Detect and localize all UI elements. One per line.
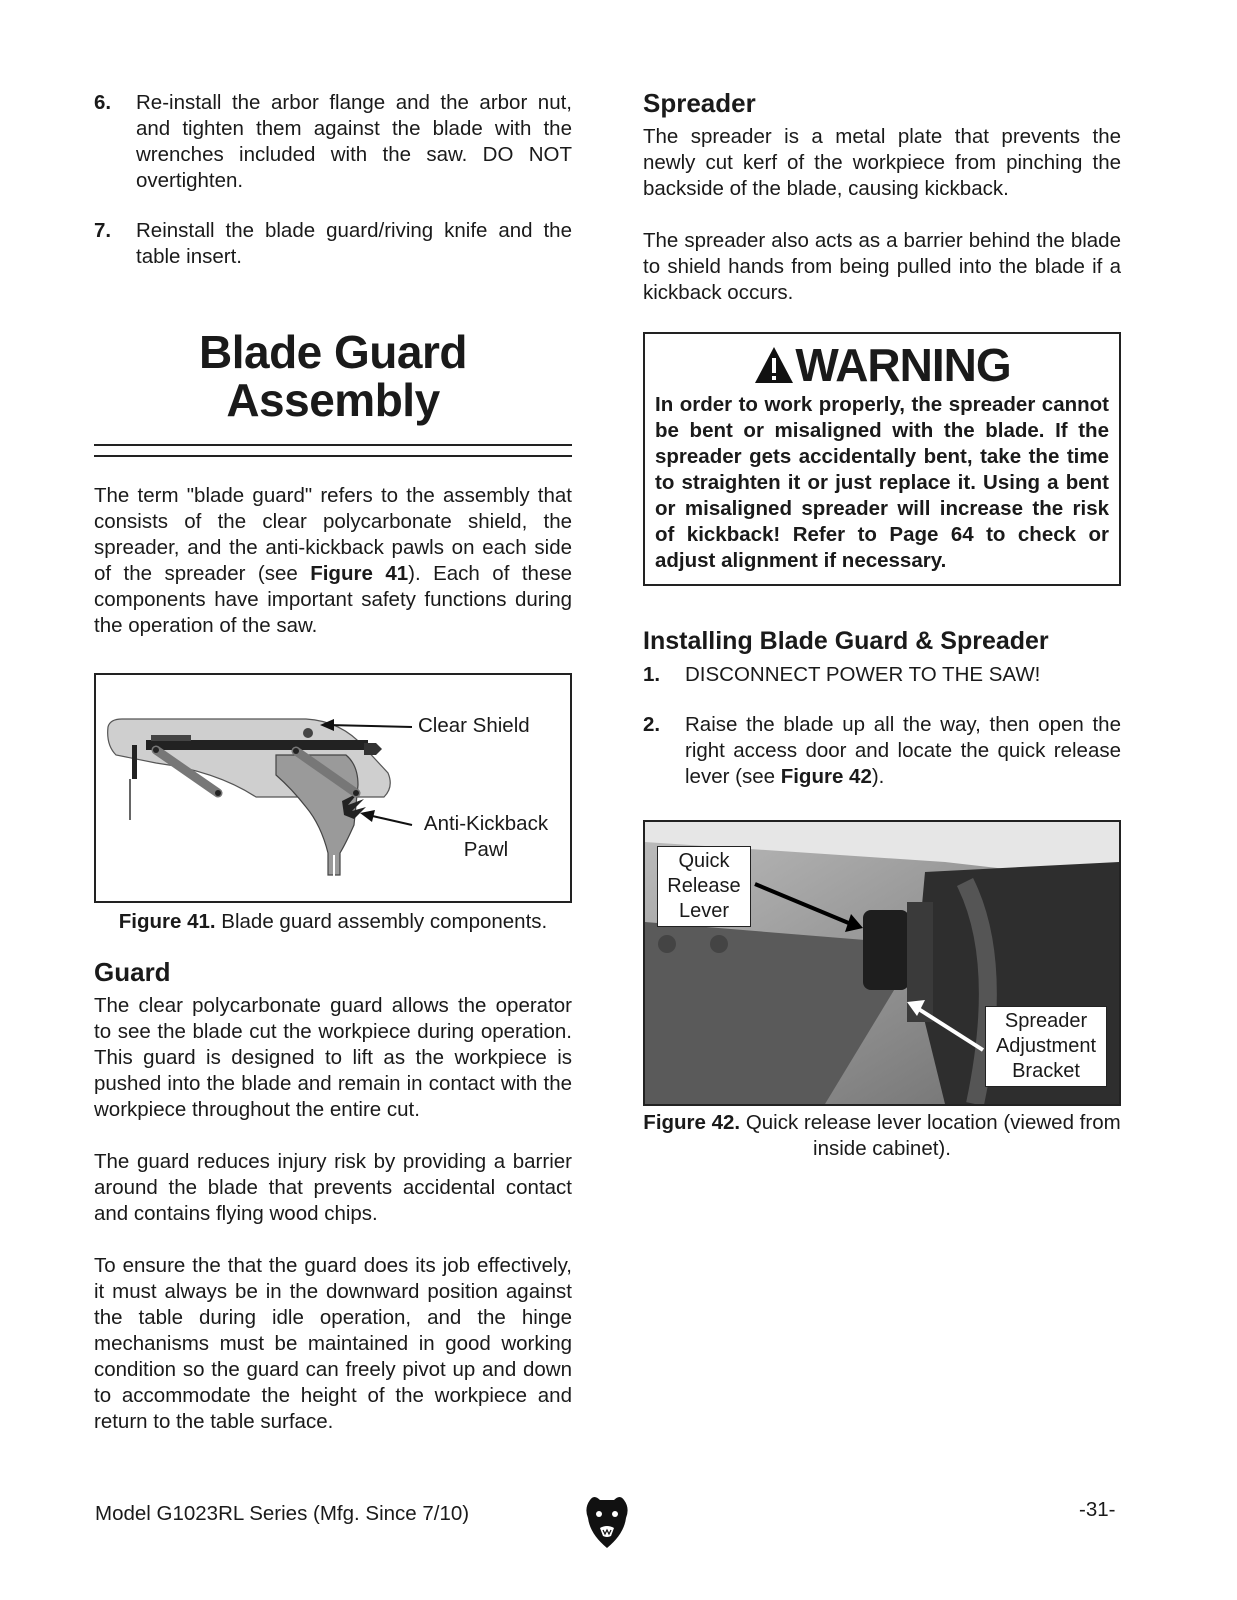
guard-paragraph-3: To ensure the that the guard does its job effectively, it must always be in the downward position against the table during idle operation, and the hinge mechanisms must be maintained in good working condition so the guard can freely pivot up and down to accommodate the height of the workpiece and return to the table surface. <box>94 1254 572 1433</box>
caption-text: Quick release lever location (viewed from inside cabinet). <box>740 1111 1121 1160</box>
title-divider <box>94 444 572 457</box>
step-6 <box>94 90 572 194</box>
step-text-a: Raise the blade up all the way, then open the right access door and locate the quick release lever (see <box>685 713 1121 788</box>
step-text: DISCONNECT POWER TO THE SAW! <box>685 663 1041 686</box>
label-clear-shield: Clear Shield <box>418 714 530 737</box>
callout-qr-line-3: Lever <box>678 900 730 922</box>
callout-spreader-adjustment-bracket <box>985 1006 1107 1087</box>
figure-41-caption <box>94 909 572 935</box>
figure-42 <box>643 820 1121 1106</box>
section-title <box>94 328 572 424</box>
guard-paragraph-1: The clear polycarbonate guard allows the operator to see the blade cut the workpiece during operation. This guard is designed to lift as the workpiece is pushed into the blade and remain in contact with the workpiece throughout the entire cut. <box>94 994 572 1121</box>
step-text <box>685 712 1121 790</box>
left-column <box>94 90 572 1461</box>
figure-41 <box>94 673 572 903</box>
intro-text-a: The term "blade guard" refers to the assembly that consists of the clear polycarbonate shield, the spreader, and the anti-kickback pawls on each side of the spreader (see <box>94 484 572 585</box>
caption-bold: Figure 41. <box>118 910 216 933</box>
caption-text: Blade guard assembly components. <box>215 910 548 933</box>
step-7 <box>94 218 572 270</box>
install-heading: Installing Blade Guard & Spreader <box>643 627 1049 655</box>
warning-heading <box>655 340 1109 390</box>
callout-qr-line-1: Quick <box>678 850 730 872</box>
label-pawl-line-2: Pawl <box>463 838 509 861</box>
warning-body: In order to work properly, the spreader cannot be bent or misaligned with the blade. If the spreader gets accidentally bent, take the time to straighten it or just replace it. Using a bent or misaligned spreader will increase the risk of kickback! Refer to Page 64 to check or adjust alignment if necessary. <box>655 393 1109 572</box>
callout-sp-line-3: Bracket <box>1012 1060 1080 1082</box>
intro-paragraph <box>94 483 572 639</box>
guard-paragraph-2: The guard reduces injury risk by providing a barrier around the blade that prevents accidental contact and contains flying wood chips. <box>94 1150 572 1225</box>
step-text-b: ). <box>871 765 885 788</box>
step-number: 1. <box>643 663 661 686</box>
bear-logo-icon <box>584 1494 630 1550</box>
figure-42-reference: Figure 42 <box>780 765 872 788</box>
callout-sp-line-1: Spreader <box>1004 1010 1088 1032</box>
step-number: 6. <box>94 91 112 114</box>
label-pawl-line-1: Anti-Kickback <box>423 812 549 835</box>
step-text: Re-install the arbor flange and the arbor nut, and tighten them against the blade with the wrenches included with the saw. DO NOT overtighten. <box>136 91 572 192</box>
callout-quick-release-lever <box>657 846 751 927</box>
spreader-heading: Spreader <box>643 88 756 118</box>
spreader-paragraph-2: The spreader also acts as a barrier behind the blade to shield hands from being pulled into the blade if a kickback occurs. <box>643 229 1121 304</box>
install-step-1 <box>643 662 1121 688</box>
section-title-line-1: Blade Guard <box>198 326 467 378</box>
warning-heading-text: WARNING <box>795 339 1011 391</box>
step-number: 2. <box>643 713 661 736</box>
spreader-paragraph-1: The spreader is a metal plate that prevents the newly cut kerf of the workpiece from pinching the backside of the blade, causing kickback. <box>643 125 1121 200</box>
blade-guard-illustration <box>96 675 570 901</box>
step-number: 7. <box>94 219 112 242</box>
figure-41-reference: Figure 41 <box>310 562 409 585</box>
caption-bold: Figure 42. <box>643 1111 741 1134</box>
warning-triangle-icon <box>753 345 795 385</box>
step-text: Reinstall the blade guard/riving knife and the table insert. <box>136 219 572 268</box>
intro-text-b: ). Each of these components have important safety functions during the operation of the saw. <box>94 562 572 637</box>
section-title-line-2: Assembly <box>226 374 440 426</box>
warning-box <box>643 332 1121 586</box>
right-column <box>643 88 1121 1184</box>
page-number: -31- <box>1079 1498 1116 1521</box>
guard-heading: Guard <box>94 957 171 987</box>
footer-model: Model G1023RL Series (Mfg. Since 7/10) <box>95 1502 470 1525</box>
install-step-2 <box>643 712 1121 790</box>
callout-qr-line-2: Release <box>667 875 741 897</box>
figure-42-caption <box>643 1110 1121 1162</box>
callout-sp-line-2: Adjustment <box>995 1035 1097 1057</box>
label-anti-kickback-pawl <box>418 811 554 863</box>
